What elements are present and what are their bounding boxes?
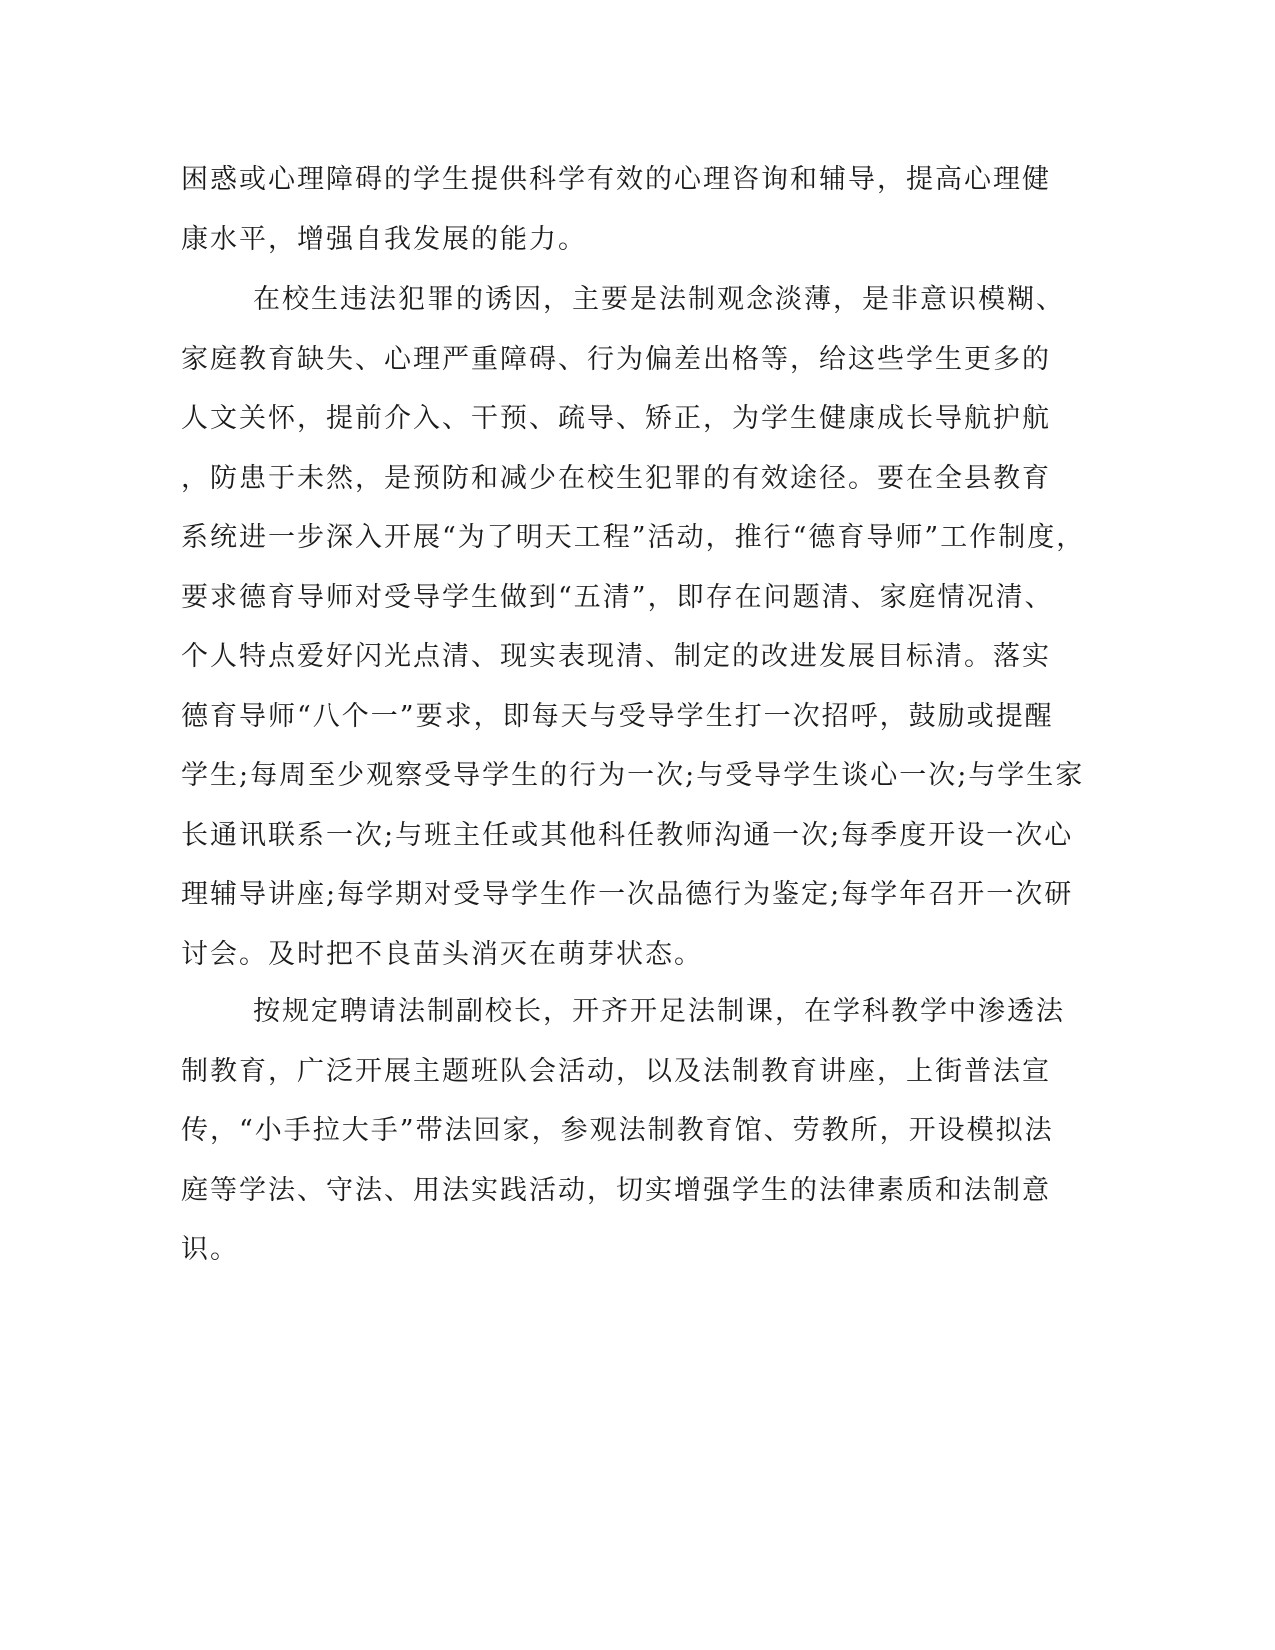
paragraph-continuation xyxy=(181,150,1051,269)
text-line: 传，“小手拉大手”带法回家，参观法制教育馆、劳教所，开设模拟法 xyxy=(181,1115,1054,1146)
text-line: 个人特点爱好闪光点清、现实表现清、制定的改进发展目标清。落实 xyxy=(181,641,1051,672)
text-line: 人文关怀，提前介入、干预、疏导、矫正，为学生健康成长导航护航 xyxy=(181,403,1051,434)
paragraph-legal-education xyxy=(181,982,1065,1280)
text-line: 按规定聘请法制副校长，开齐开足法制课，在学科教学中渗透法 xyxy=(253,996,1065,1027)
text-line: ，防患于未然，是预防和减少在校生犯罪的有效途径。要在全县教育 xyxy=(181,462,1051,494)
text-line: 理辅导讲座;每学期对受导学生作一次品德行为鉴定;每学年召开一次研 xyxy=(181,879,1074,910)
text-line: 制教育，广泛开展主题班队会活动，以及法制教育讲座，上街普法宣 xyxy=(181,1055,1051,1087)
text-line: 困惑或心理障碍的学生提供科学有效的心理咨询和辅导，提高心理健 xyxy=(181,164,1051,195)
text-line: 要求德育导师对受导学生做到“五清”，即存在问题清、家庭情况清、 xyxy=(181,581,1054,613)
text-line: 学生;每周至少观察受导学生的行为一次;与受导学生谈心一次;与学生家 xyxy=(181,760,1085,791)
text-line: 家庭教育缺失、心理严重障碍、行为偏差出格等，给这些学生更多的 xyxy=(181,343,1051,375)
text-line: 系统进一步深入开展“为了明天工程”活动，推行“德育导师”工作制度， xyxy=(181,522,1086,553)
text-line: 德育导师“八个一”要求，即每天与受导学生打一次招呼，鼓励或提醒 xyxy=(181,700,1054,732)
paragraph-crime-causes xyxy=(181,270,1086,984)
text-line: 长通讯联系一次;与班主任或其他科任教师沟通一次;每季度开设一次心 xyxy=(181,819,1074,851)
text-line: 庭等学法、守法、用法实践活动，切实增强学生的法律素质和法制意 xyxy=(181,1174,1051,1206)
text-line: 在校生违法犯罪的诱因，主要是法制观念淡薄，是非意识模糊、 xyxy=(253,284,1065,315)
text-line: 识。 xyxy=(181,1234,239,1265)
text-line: 讨会。及时把不良苗头消灭在萌芽状态。 xyxy=(181,938,703,970)
text-line: 康水平，增强自我发展的能力。 xyxy=(181,223,587,255)
